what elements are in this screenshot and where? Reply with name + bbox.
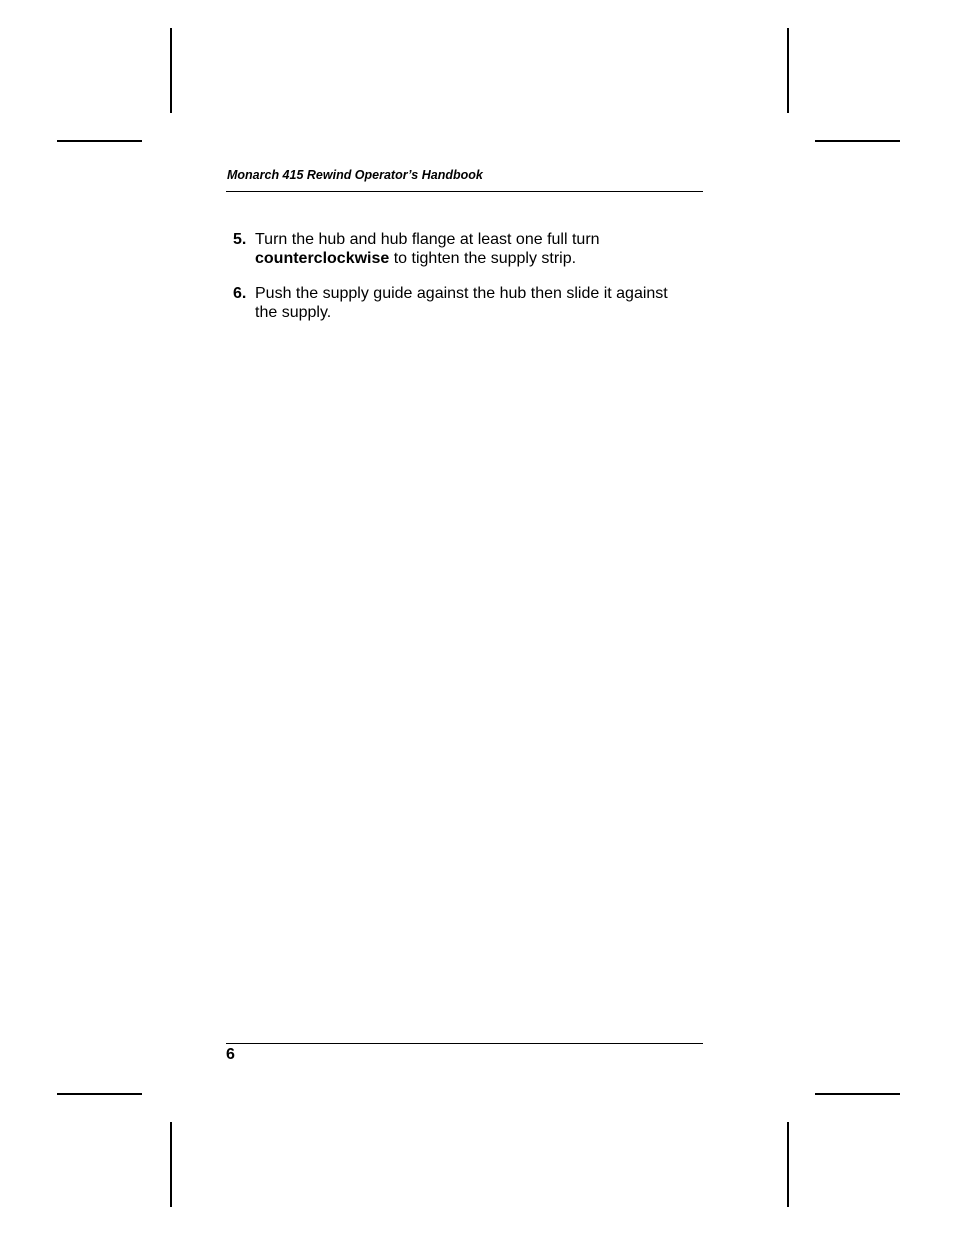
crop-mark-bottom-right-vertical bbox=[787, 1122, 789, 1207]
footer-rule bbox=[226, 1043, 703, 1044]
step-number: 5. bbox=[233, 231, 247, 248]
step-text-line: Turn the hub and hub flange at least one full turn bbox=[255, 231, 600, 248]
step-text-rest: the supply. bbox=[255, 304, 332, 321]
crop-mark-bottom-left-vertical bbox=[170, 1122, 172, 1207]
step-emphasis: counterclockwise bbox=[255, 250, 390, 267]
crop-mark-bottom-right-horizontal bbox=[815, 1093, 900, 1095]
step-text bbox=[255, 284, 713, 322]
step-item bbox=[233, 284, 713, 322]
crop-mark-top-right-vertical bbox=[787, 28, 789, 113]
step-number: 6. bbox=[233, 285, 247, 302]
header-rule bbox=[226, 191, 703, 192]
step-text bbox=[255, 230, 713, 268]
crop-mark-top-left-vertical bbox=[170, 28, 172, 113]
step-item bbox=[233, 230, 713, 268]
step-text-rest: to tighten the supply strip. bbox=[389, 250, 577, 267]
crop-mark-top-right-horizontal bbox=[815, 140, 900, 142]
crop-mark-bottom-left-horizontal bbox=[57, 1093, 142, 1095]
crop-mark-top-left-horizontal bbox=[57, 140, 142, 142]
running-header: Monarch 415 Rewind Operator’s Handbook bbox=[227, 168, 483, 182]
step-text-line: Push the supply guide against the hub then slide it against bbox=[255, 285, 668, 302]
step-list bbox=[233, 230, 713, 338]
page-number: 6 bbox=[226, 1046, 235, 1063]
